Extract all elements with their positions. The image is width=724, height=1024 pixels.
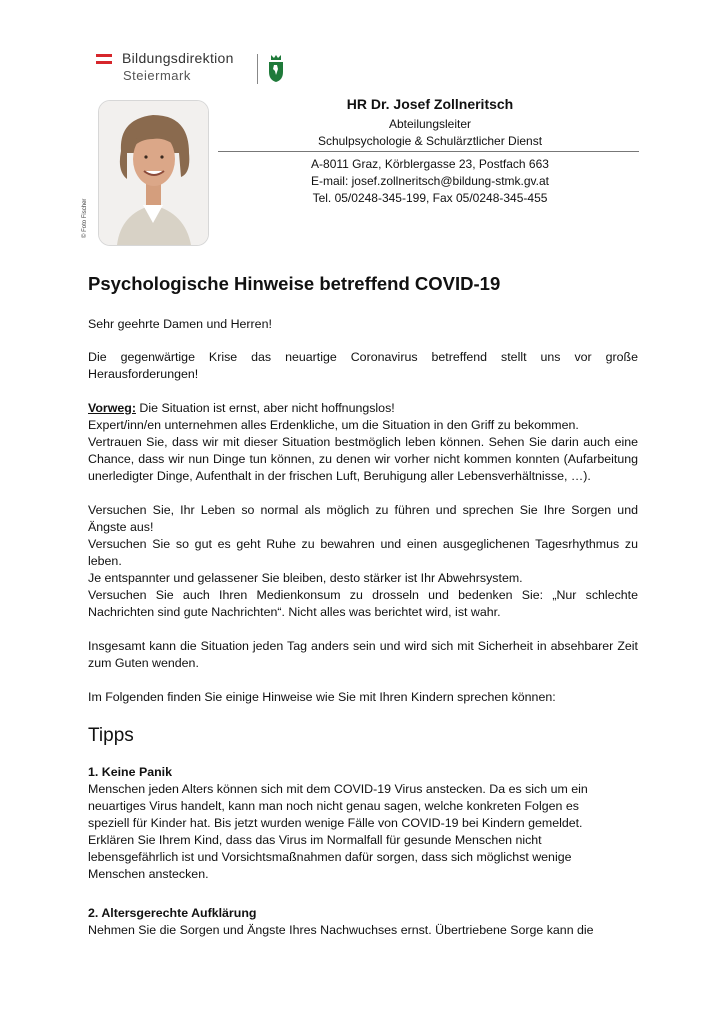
vorweg-paragraph-5: Je entspannter und gelassener Sie bleiben, desto stärker ist Ihr Abwehrsystem. [88, 571, 523, 585]
intro-paragraph: Die gegenwärtige Krise das neuartige Coronavirus betreffend stellt uns vor große Herausforderungen! [88, 350, 638, 381]
contact-name: HR Dr. Josef Zollneritsch [346, 96, 514, 112]
tip-1-line: lebensgefährlich ist und Vorsichtsmaßnahmen dafür sorgen, dass sich möglichst wenige [88, 850, 572, 864]
vorweg-paragraph-3: Versuchen Sie, Ihr Leben so normal als möglich zu führen und sprechen Sie Ihre Sorgen und Ängste aus! [88, 503, 638, 534]
tip-1-line: Erklären Sie Ihrem Kind, dass das Virus im Normalfall für gesunde Menschen nicht [88, 833, 542, 847]
tips-heading: Tipps [88, 725, 134, 746]
tip-1-heading: 1. Keine Panik [88, 765, 173, 779]
vorweg-paragraph-4: Versuchen Sie so gut es geht Ruhe zu bewahren und einen ausgeglichenen Tagesrhythmus zu leben. [88, 537, 638, 568]
vorweg-line [88, 400, 638, 417]
lead-in-paragraph: Im Folgenden finden Sie einige Hinweise wie Sie mit Ihren Kindern sprechen können: [88, 690, 556, 704]
vorweg-text: Die Situation ist ernst, aber nicht hoffnungslos! [135, 401, 395, 415]
tip-2-heading: 2. Altersgerechte Aufklärung [88, 906, 257, 920]
contact-role: Abteilungsleiter [388, 117, 472, 131]
salutation: Sehr geehrte Damen und Herren! [88, 317, 272, 331]
contact-address: A-8011 Graz, Körblergasse 23, Postfach 663 [311, 157, 549, 171]
contact-email[interactable]: E-mail: josef.zollneritsch@bildung-stmk.gv.at [310, 174, 550, 188]
org-name: Bildungsdirektion [122, 50, 234, 66]
org-region: Steiermark [123, 68, 191, 83]
letterhead-logo [96, 50, 296, 90]
tip-1-line: Menschen jeden Alters können sich mit dem COVID-19 Virus anstecken. Da es sich um ein [88, 782, 588, 796]
contact-department: Schulpsychologie & Schulärztlicher Dienst [317, 134, 543, 148]
vorweg-paragraph-1: Expert/inn/en unternehmen alles Erdenkliche, um die Situation in den Griff zu bekommen. [88, 418, 579, 432]
austria-flag-icon [96, 54, 112, 64]
vorweg-paragraph-6: Versuchen Sie auch Ihren Medienkonsum zu drosseln und bedenken Sie: „Nur schlechte Nachrichten sind gute Nachrichten“. Nicht alles was berichtet wird, ist wahr. [88, 588, 638, 619]
portrait-photo [98, 100, 209, 246]
portrait-image [99, 101, 208, 245]
tip-1-line: neuartiges Virus handelt, kann man noch nicht genau sagen, welche konkreten Folgen es [88, 799, 579, 813]
contact-phone: Tel. 05/0248-345-199, Fax 05/0248-345-455 [312, 191, 548, 205]
styria-crest-icon [268, 53, 284, 83]
tip-1-line: speziell für Kinder hat. Bis jetzt wurden wenige Fälle von COVID-19 bei Kindern gemeldet. [88, 816, 583, 830]
header-rule [218, 151, 639, 152]
logo-divider [257, 54, 258, 84]
tip-2-line: Nehmen Sie die Sorgen und Ängste Ihres Nachwuchses ernst. Übertriebene Sorge kann die [88, 923, 594, 937]
vorweg-label: Vorweg: [88, 401, 136, 415]
tip-1-line: Menschen anstecken. [88, 867, 209, 881]
outlook-paragraph: Insgesamt kann die Situation jeden Tag anders sein und wird sich mit Sicherheit in absehbarer Zeit zum Guten wenden. [88, 639, 638, 670]
vorweg-paragraph-2: Vertrauen Sie, dass wir mit dieser Situation bestmöglich leben können. Sehen Sie darin auch eine Chance, dass wir nun Dinge tun können, zu denen wir vorher nicht kommen konnten (Aufarbeitung unerledigter Dinge, Aufenthalt in der frischen Luft, Beruhigung aller Lebensverhältnisse, …). [88, 435, 638, 483]
document-title: Psychologische Hinweise betreffend COVID-19 [88, 273, 501, 294]
photo-credit: © Foto Fischer [82, 198, 88, 238]
